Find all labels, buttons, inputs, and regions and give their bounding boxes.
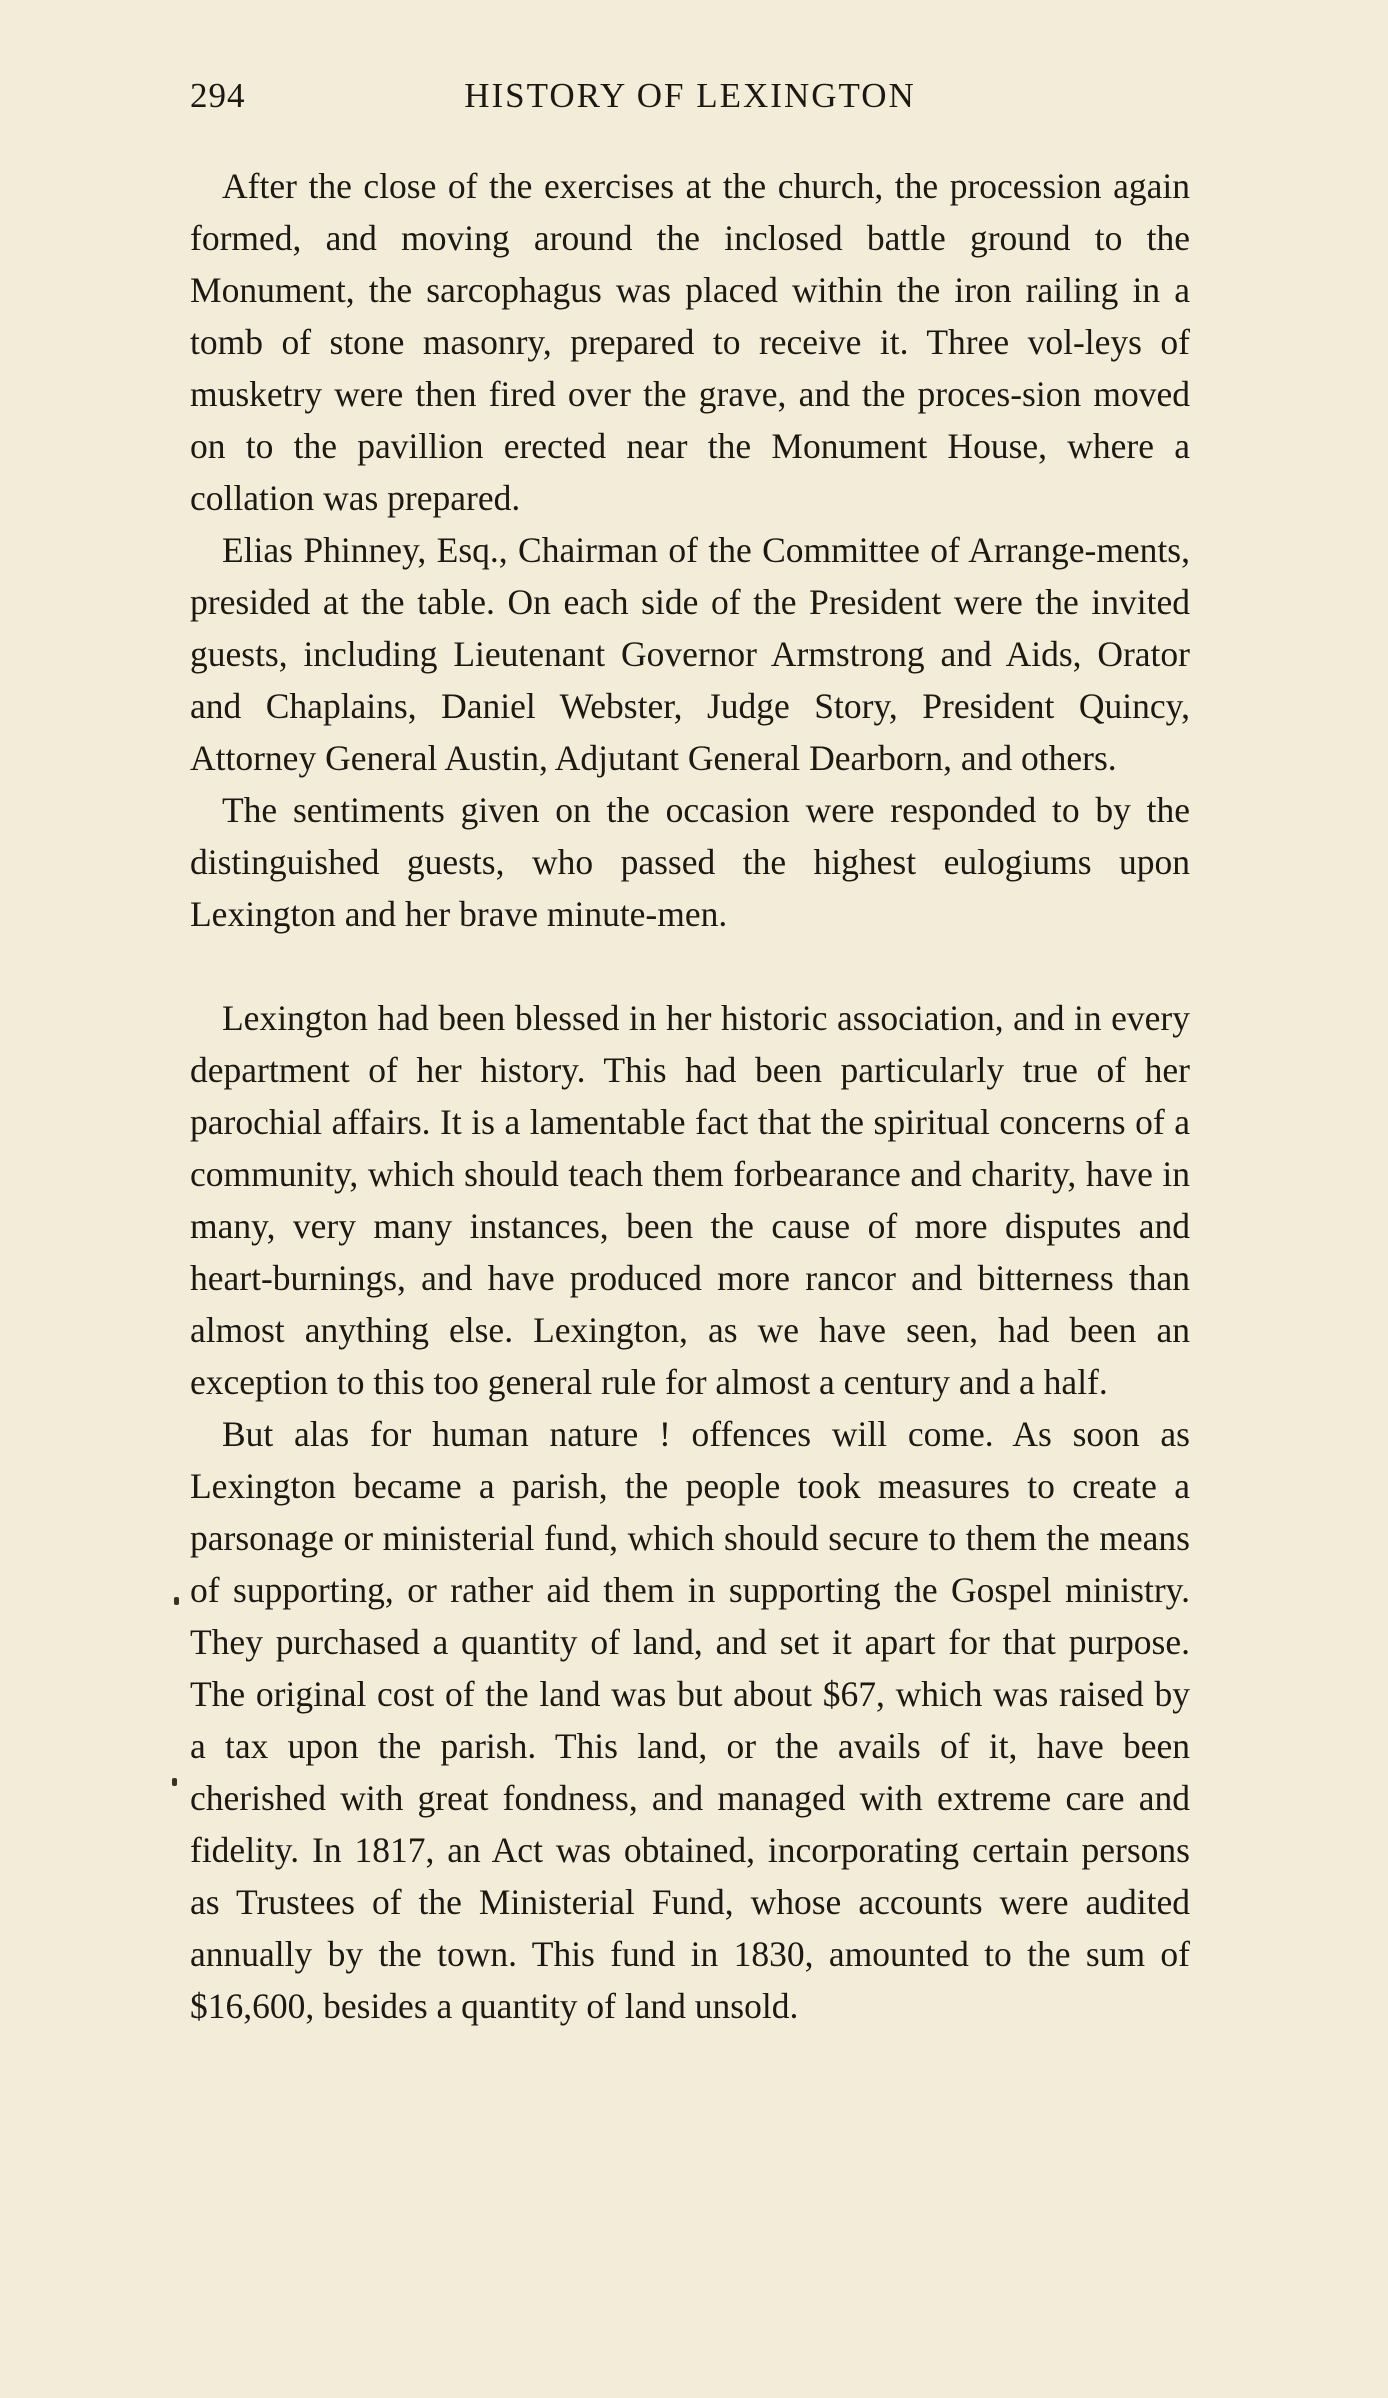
- paragraph-procession: After the close of the exercises at the church, the procession again formed, and moving around the inclosed battle ground to the Monument, the sarcophagus was placed within the iron railing in a tomb of stone masonry, prepared to receive it. Three vol-leys of musketry were then fired over the grave, and the proces-sion moved on to the pavillion erected near the Monument House, where a collation was prepared.: [190, 166, 1190, 518]
- margin-speck-mark: [172, 1778, 177, 1786]
- paragraph-parochial-affairs: Lexington had been blessed in her historic association, and in every department of her history. This had been particularly true of her parochial affairs. It is a lamentable fact that the spiritual concerns of a community, which should teach them forbearance and charity, have in many, very many instances, been the cause of more disputes and heart-burnings, and have produced more rancor and bitterness than almost anything else. Lexington, as we have seen, had been an exception to this too general rule for almost a century and a half.: [190, 998, 1190, 1402]
- paragraph-sentiments: The sentiments given on the occasion were responded to by the distinguished guests, who passed the highest eulogiums upon Lexington and her brave minute-men.: [190, 790, 1190, 934]
- running-head: HISTORY OF LEXINGTON: [464, 76, 916, 115]
- body-text: [190, 160, 1190, 2032]
- paragraph-collation-guests: Elias Phinney, Esq., Chairman of the Committee of Arrange-ments, presided at the table. On each side of the President were the invited guests, including Lieutenant Governor Armstrong and Aids, Orator and Chaplains, Daniel Webster, Judge Story, President Quincy, Attorney General Austin, Adjutant General Dearborn, and others.: [190, 530, 1190, 778]
- page-number: 294: [190, 76, 246, 115]
- paragraph-ministerial-fund: But alas for human nature ! offences will come. As soon as Lexington became a parish, the people took measures to create a parsonage or ministerial fund, which should secure to them the means of supporting, or rather aid them in supporting the Gospel ministry. They purchased a quantity of land, and set it apart for that purpose. The original cost of the land was but about $67, which was raised by a tax upon the parish. This land, or the avails of it, have been cherished with great fondness, and managed with extreme care and fidelity. In 1817, an Act was obtained, incorporating certain persons as Trustees of the Ministerial Fund, whose accounts were audited annually by the town. This fund in 1830, amounted to the sum of $16,600, besides a quantity of land unsold.: [190, 1414, 1190, 2026]
- page-header: [190, 76, 1190, 124]
- margin-speck-mark: [174, 1597, 179, 1605]
